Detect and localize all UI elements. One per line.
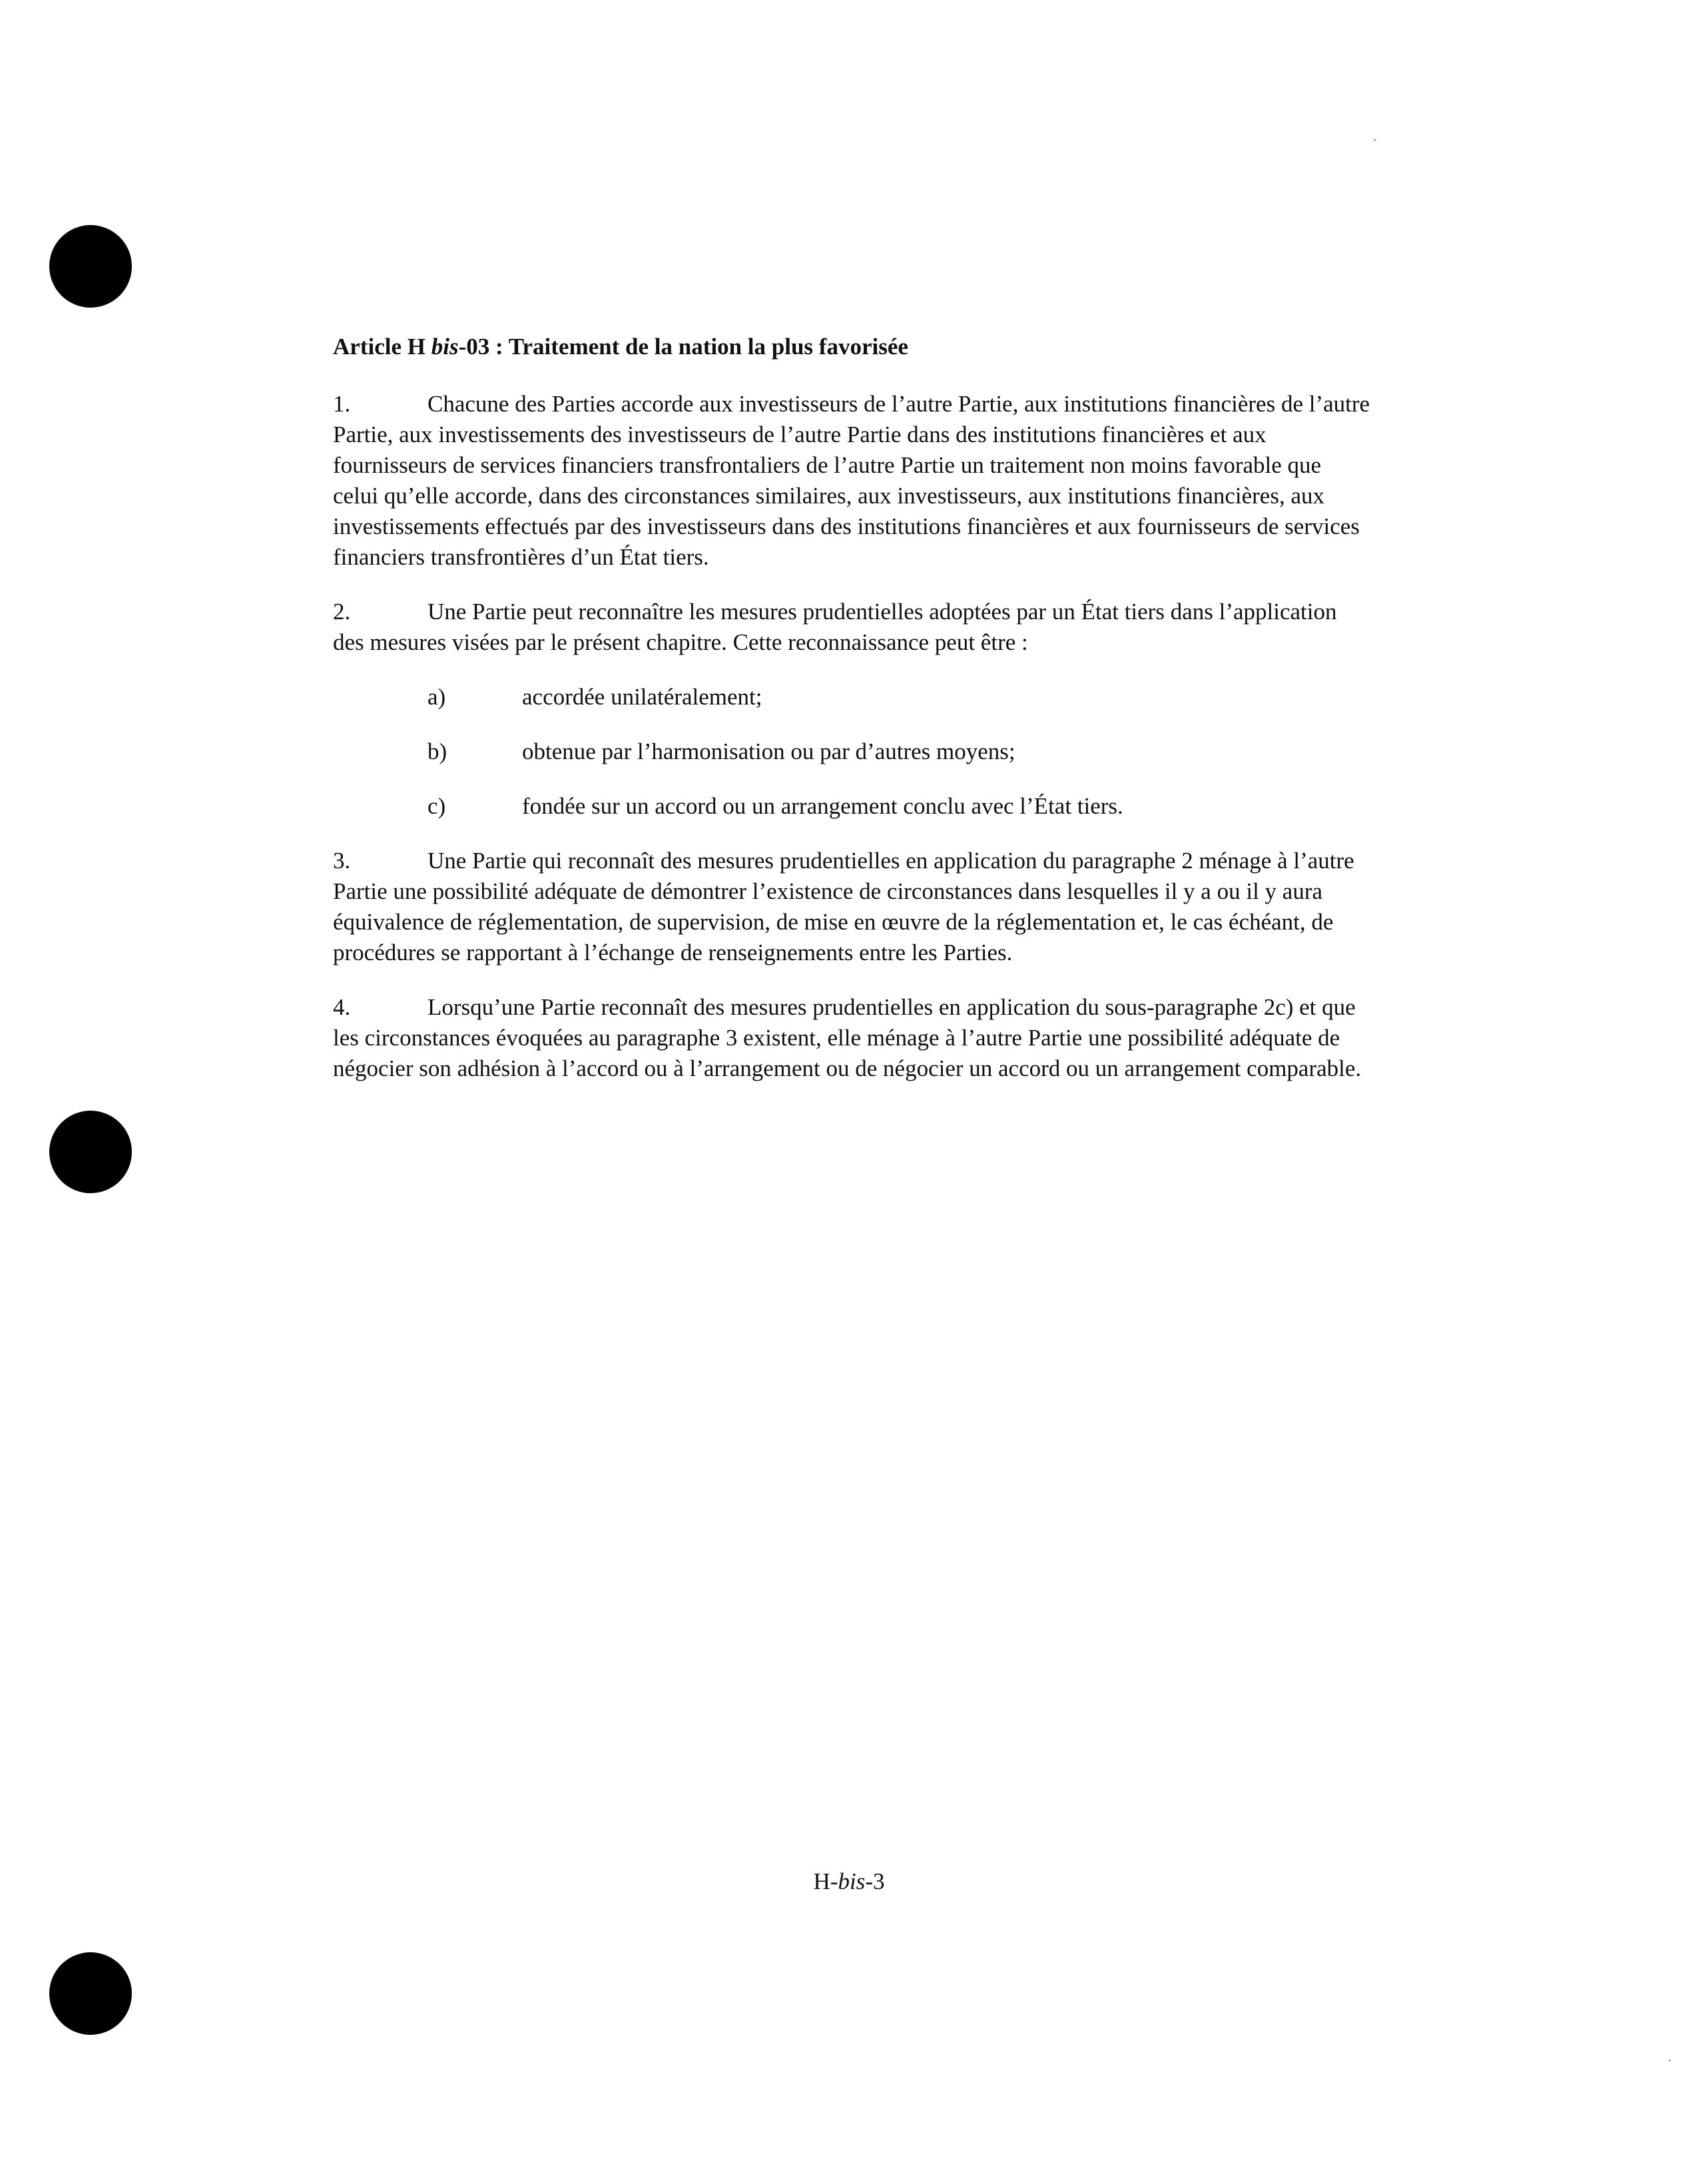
subitem-b bbox=[333, 736, 1372, 767]
paragraph-text: Une Partie peut reconnaître les mesures prudentielles adoptées par un État tiers dans l’application des mesures visées par le présent chapitre. Cette reconnaissance peut être : bbox=[333, 599, 1337, 655]
paragraph-number: 2. bbox=[333, 599, 351, 625]
subitem-letter: b) bbox=[427, 738, 447, 764]
page-number-italic: bis bbox=[838, 1868, 866, 1894]
subitem-text: obtenue par l’harmonisation ou par d’autres moyens; bbox=[522, 738, 1015, 764]
binder-hole-middle bbox=[49, 1111, 132, 1193]
paragraph-text: Lorsqu’une Partie reconnaît des mesures prudentielles en application du sous-paragraphe 2c) et que les circonstances évoquées au paragraphe 3 existent, elle ménage à l’autre Partie une possibilité adéquate de négocier son adhésion à l’accord ou à l’arrangement ou de négocier un accord ou un arrangement comparable. bbox=[333, 994, 1362, 1081]
subitem-text: accordée unilatéralement; bbox=[522, 684, 762, 710]
paragraph-text: Chacune des Parties accorde aux investisseurs de l’autre Partie, aux institutions financières de l’autre Partie, aux investissements des investisseurs de l’autre Partie dans des institutions financières et aux fournisseurs de services financiers transfrontaliers de l’autre Partie un traitement non moins favorable que celui qu’elle accorde, dans des circonstances similaires, aux investisseurs, aux institutions financières, aux investissements effectués par des investisseurs dans des institutions financières et aux fournisseurs de services financiers transfrontières d’un État tiers. bbox=[333, 391, 1370, 570]
scan-speck bbox=[1374, 139, 1376, 141]
page-number-suffix: -3 bbox=[865, 1868, 885, 1894]
subitem-letter: c) bbox=[427, 793, 446, 819]
subitem-a bbox=[333, 682, 1372, 712]
subitem-text: fondée sur un accord ou un arrangement conclu avec l’État tiers. bbox=[522, 793, 1123, 819]
paragraph-number: 4. bbox=[333, 994, 351, 1020]
article-title-suffix: -03 : Traitement de la nation la plus favorisée bbox=[458, 334, 908, 360]
binder-hole-bottom bbox=[49, 1952, 132, 2035]
binder-hole-top bbox=[49, 225, 132, 308]
paragraph-3 bbox=[333, 846, 1372, 968]
article-title-prefix: Article H bbox=[333, 334, 431, 360]
article-title bbox=[333, 332, 1372, 362]
paragraph-2 bbox=[333, 597, 1372, 658]
paragraph-4 bbox=[333, 992, 1372, 1084]
page-number-prefix: H- bbox=[813, 1868, 838, 1894]
document-body bbox=[333, 332, 1372, 1108]
paragraph-1 bbox=[333, 389, 1372, 573]
paragraph-2-subitems bbox=[333, 682, 1372, 822]
subitem-c bbox=[333, 791, 1372, 822]
subitem-letter: a) bbox=[427, 684, 446, 710]
paragraph-text: Une Partie qui reconnaît des mesures prudentielles en application du paragraphe 2 ménage à l’autre Partie une possibilité adéquate de démontrer l’existence de circonstances dans lesquelles il y a ou il y aura équivalence de réglementation, de supervision, de mise en œuvre de la réglementation et, le cas échéant, de procédures se rapportant à l’échange de renseignements entre les Parties. bbox=[333, 848, 1354, 965]
page-number bbox=[0, 1868, 1698, 1895]
paragraph-number: 3. bbox=[333, 848, 351, 874]
paragraph-number: 1. bbox=[333, 391, 351, 417]
article-title-italic: bis bbox=[431, 334, 459, 360]
scan-speck bbox=[1669, 2059, 1671, 2061]
